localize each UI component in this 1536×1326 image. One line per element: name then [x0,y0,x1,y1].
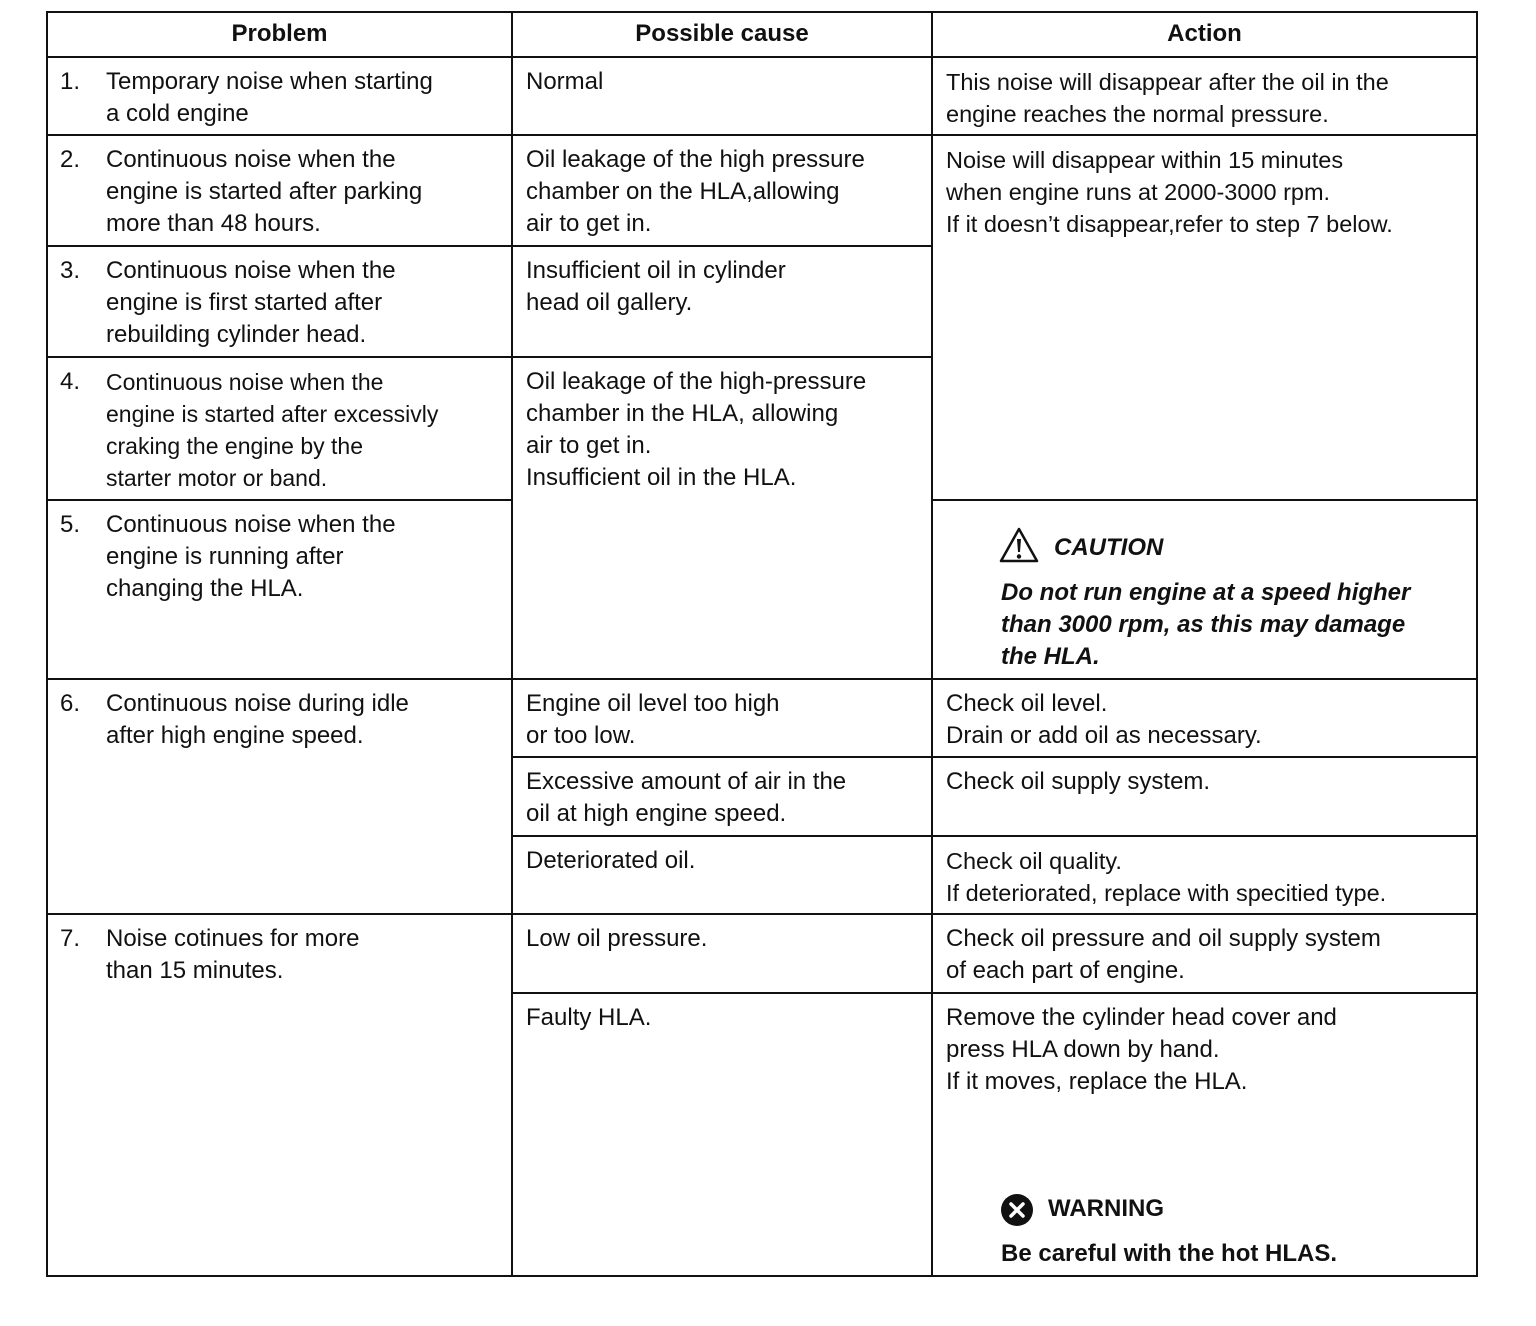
column-divider [511,11,513,1277]
action-text: Remove the cylinder head cover and press HLA down by hand. If it moves, replace the HLA. [946,1004,1337,1095]
action-text: Noise will disappear within 15 minutes when engine runs at 2000-3000 rpm. If it doesn’t disappear,refer to step 7 below. [946,147,1393,237]
warning-text: Be careful with the hot HLAS. [1001,1240,1338,1267]
warning-x-circle-icon [1000,1193,1034,1227]
problem-text: Continuous noise during idle after high engine speed. [106,690,409,749]
table-border-right [1476,11,1478,1277]
action-text: Check oil supply system. [946,768,1211,795]
problem-number: 1. [60,68,81,95]
problem-text: Temporary noise when starting a cold engine [106,68,433,127]
cause-text: Low oil pressure. [526,925,708,952]
cause-text: Oil leakage of the high pressure chamber on the HLA,allowing air to get in. [526,146,865,237]
table-border-left [46,11,48,1277]
row-divider [513,756,1478,758]
cause-text: Normal [526,68,604,95]
problem-number: 7. [60,925,81,952]
cause-text: Excessive amount of air in the oil at high engine speed. [526,768,847,827]
header-divider [46,56,1478,58]
action-text: Check oil quality. If deteriorated, replace with specitied type. [946,848,1387,906]
table-border-top [46,11,1478,13]
header-possible-cause: Possible cause [635,20,809,47]
column-divider [931,11,933,1277]
problem-number: 4. [60,368,81,395]
caution-text: Do not run engine at a speed higher than 3000 rpm, as this may damage the HLA. [1001,579,1411,670]
row-divider [932,499,1478,501]
row-divider [513,835,1478,837]
row-divider [46,678,1478,680]
cause-text: Engine oil level too high or too low. [526,690,780,749]
warning-title: WARNING [1048,1195,1164,1222]
problem-text: Continuous noise when the engine is started after parking more than 48 hours. [106,146,423,237]
row-divider [46,356,932,358]
row-divider [46,245,932,247]
caution-triangle-icon [998,526,1040,564]
header-problem: Problem [231,20,328,47]
problem-number: 2. [60,146,81,173]
problem-text: Continuous noise when the engine is running after changing the HLA. [106,511,396,602]
action-text: Check oil pressure and oil supply system of each part of engine. [946,925,1381,984]
header-action: Action [1167,20,1242,47]
problem-number: 5. [60,511,81,538]
action-text: Check oil level. Drain or add oil as necessary. [946,690,1262,749]
cause-text: Deteriorated oil. [526,847,696,874]
action-text: This noise will disappear after the oil in the engine reaches the normal pressure. [946,69,1389,127]
row-divider [46,913,1478,915]
caution-title: CAUTION [1054,534,1164,561]
cause-text: Oil leakage of the high-pressure chamber in the HLA, allowing air to get in. Insufficient oil in the HLA. [526,368,867,491]
cause-text: Insufficient oil in cylinder head oil gallery. [526,257,786,316]
cause-text: Faulty HLA. [526,1004,652,1031]
problem-text: Noise cotinues for more than 15 minutes. [106,925,360,984]
problem-text: Continuous noise when the engine is started after excessivly craking the engine by the starter motor or band. [106,369,439,491]
row-divider [46,499,513,501]
row-divider [46,134,1478,136]
table-border-bottom [46,1275,1478,1277]
problem-number: 6. [60,690,81,717]
row-divider [513,992,1478,994]
problem-number: 3. [60,257,81,284]
problem-text: Continuous noise when the engine is first started after rebuilding cylinder head. [106,257,396,348]
